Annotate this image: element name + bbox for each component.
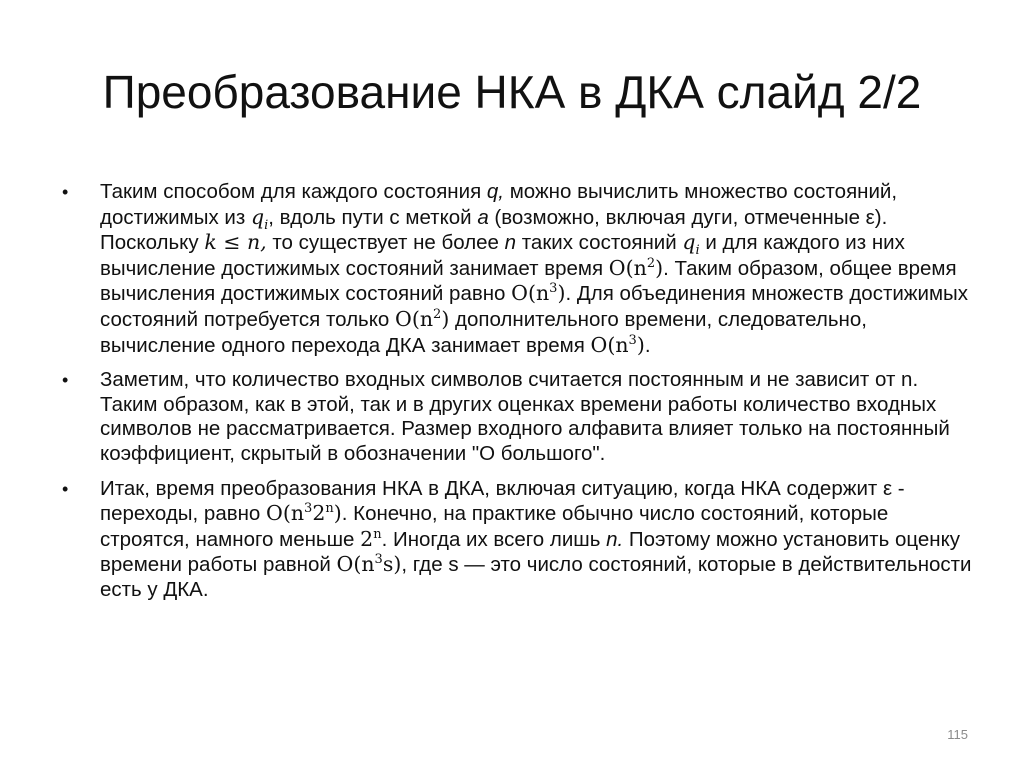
bullet-item-2 [60,368,972,466]
page-number: 115 [947,727,968,742]
bullet-text: Таким способом для каждого состояния q, можно вычислить множество состояний, достижимых из $q_i$, вдоль пути с меткой a (возможно, включая дуги, отмеченные ε). Поскольку k ≤ n, то существует не более n таких состояний $q_i$ и для каждого из них вычисление достижимых состояний занимает время $O(n^2)$. Таким образом, общее время вычисления достижимых состояний равно $O(n^3)$. Для объединения множеств достижимых состояний потребуется только $O(n^2)$ дополнительного времени, следовательно, вычисление одного перехода ДКА занимает время $O(n^3)$. [100,180,969,357]
bullet-item-3 [60,477,972,603]
bullet-marker: • [62,478,69,499]
bullet-item-1 [60,180,972,358]
slide-content [60,180,972,613]
slide-title: Преобразование НКА в ДКА слайд 2/2 [102,65,922,118]
bullet-marker: • [62,182,69,202]
bullet-text: Итак, время преобразования НКА в ДКА, включая ситуацию, когда НКА содержит ε - переходы, равно $O(n^32^n)$. Конечно, на практике обычно число состояний, которые строятся, намного меньше 2$^n$. Иногда их всего лишь n. Поэтому можно установить оценку времени работы равной $O(n^3s)$, где s — это число состояний, которые в действительности есть у ДКА. [100,476,972,601]
bullet-marker: • [62,370,69,391]
bullet-text: Заметим, что количество входных символов считается постоянным и не зависит от n. Таким образом, как в этой, так и в других оценках времени работы количество входных символов не рассматривается. Размер входного алфавита влияет только на постоянный коэффициент, скрытый в обозначении "О большого". [100,368,950,465]
